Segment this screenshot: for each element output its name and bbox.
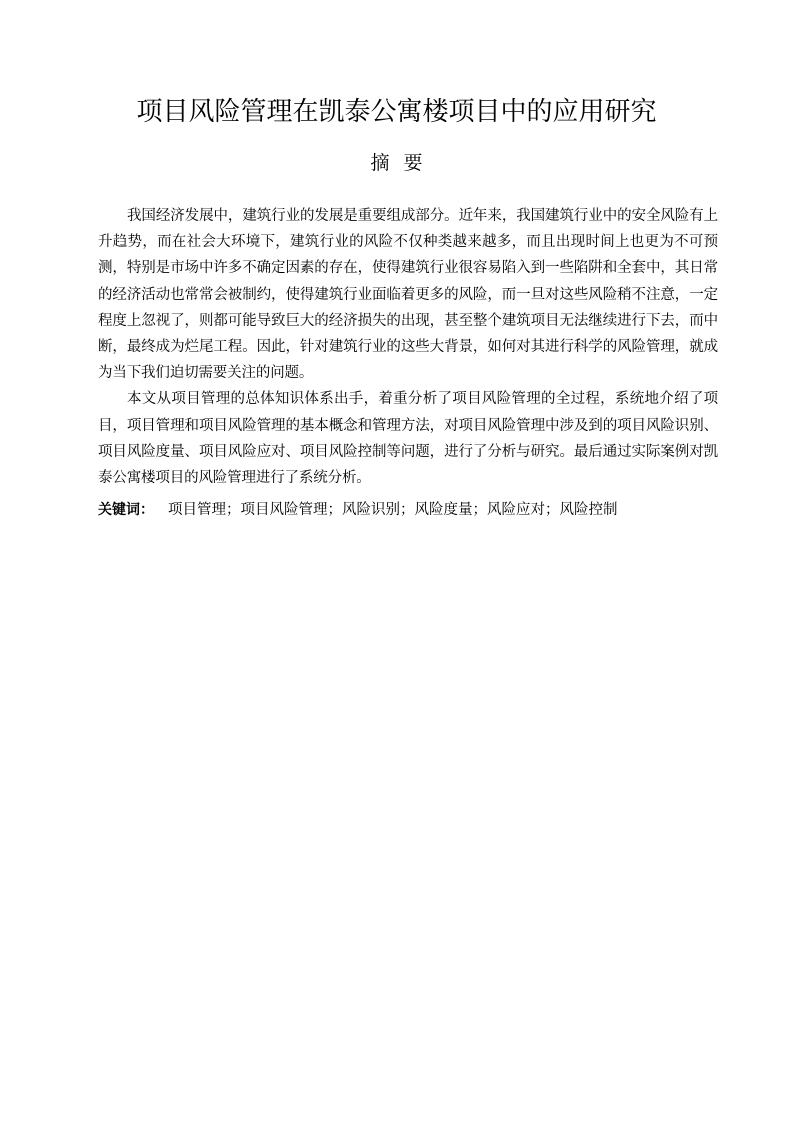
abstract-body xyxy=(98,203,718,491)
keywords-line xyxy=(98,497,718,523)
keywords-label: 关键词： xyxy=(98,502,154,518)
paper-title: 项目风险管理在凯泰公寓楼项目中的应用研究 xyxy=(136,97,657,127)
abstract-paragraph-2: 本文从项目管理的总体知识体系出手，着重分析了项目风险管理的全过程，系统地介绍了项目，项目管理和项目风险管理的基本概念和管理方法，对项目风险管理中涉及到的项目风险识别、项目风险度量、项目风险应对、项目风险控制等问题，进行了分析与研究。最后通过实际案例对凯泰公寓楼项目的风险管理进行了系统分析。 xyxy=(98,391,718,487)
abstract-heading: 摘要 xyxy=(370,152,437,174)
abstract-paragraph-1: 我国经济发展中，建筑行业的发展是重要组成部分。近年来，我国建筑行业中的安全风险有上升趋势，而在社会大环境下，建筑行业的风险不仅种类越来越多，而且出现时间上也更为不可预测，特别是市场中许多不确定因素的存在，使得建筑行业很容易陷入到一些陷阱和全套中，其日常的经济活动也常常会被制约，使得建筑行业面临着更多的风险，而一旦对这些风险稍不注意，一定程度上忽视了，则都可能导致巨大的经济损失的出现，甚至整个建筑项目无法继续进行下去，而中断，最终成为烂尾工程。因此，针对建筑行业的这些大背景，如何对其进行科学的风险管理，就成为当下我们迫切需要关注的问题。 xyxy=(98,208,718,382)
keywords-text: 项目管理；项目风险管理；风险识别；风险度量；风险应对；风险控制 xyxy=(168,502,618,518)
